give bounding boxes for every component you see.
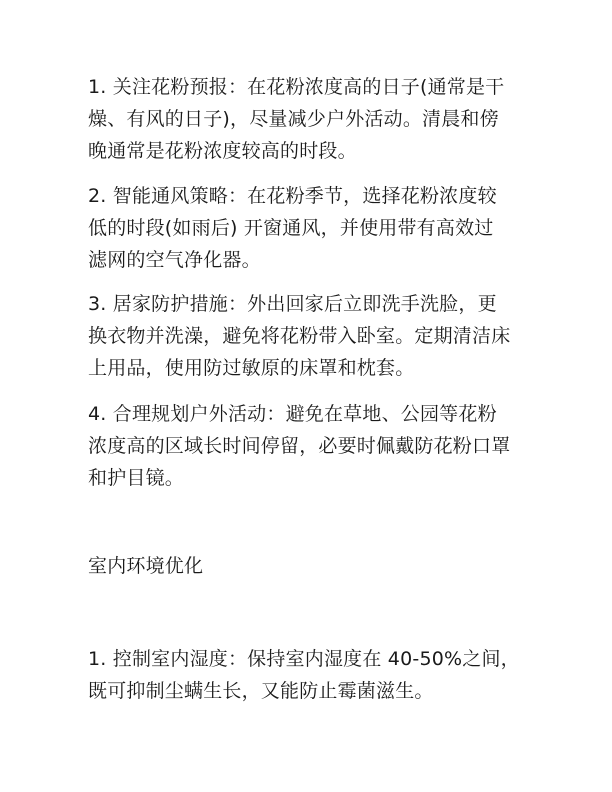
tip-home-protection [88,288,528,384]
text-line: 燥、有风的日子)，尽量减少户外活动。清晨和傍 [88,108,499,130]
text-line: 3. 居家防护措施：外出回家后立即洗手洗脸，更 [88,293,497,315]
text-line: 和护目镜。 [88,467,185,489]
tip-pollen-forecast [88,71,528,167]
text-line: 1. 关注花粉预报：在花粉浓度高的日子(通常是干 [88,76,505,98]
text-line: 2. 智能通风策略：在花粉季节，选择花粉浓度较 [88,185,497,207]
text-line: 滤网的空气净化器。 [88,249,261,271]
text-line: 4. 合理规划户外活动：避免在草地、公园等花粉 [88,403,497,425]
text-line: 换衣物并洗澡，避免将花粉带入卧室。定期清洁床 [88,325,511,347]
text-line: 既可抑制尘螨生长，又能防止霉菌滋生。 [88,680,434,702]
text-line: 低的时段(如雨后) 开窗通风，并使用带有高效过 [88,217,494,239]
text-line: 1. 控制室内湿度：保持室内湿度在 40-50%之间， [88,648,520,670]
tip-outdoor-planning [88,398,528,494]
tip-indoor-humidity [88,643,528,707]
heading-text: 室内环境优化 [88,555,204,577]
section-heading [88,550,528,582]
text-line: 上用品，使用防过敏原的床罩和枕套。 [88,357,415,379]
text-line: 晚通常是花粉浓度较高的时段。 [88,140,357,162]
text-line: 浓度高的区域长时间停留，必要时佩戴防花粉口罩 [88,435,511,457]
tip-smart-ventilation [88,180,528,276]
